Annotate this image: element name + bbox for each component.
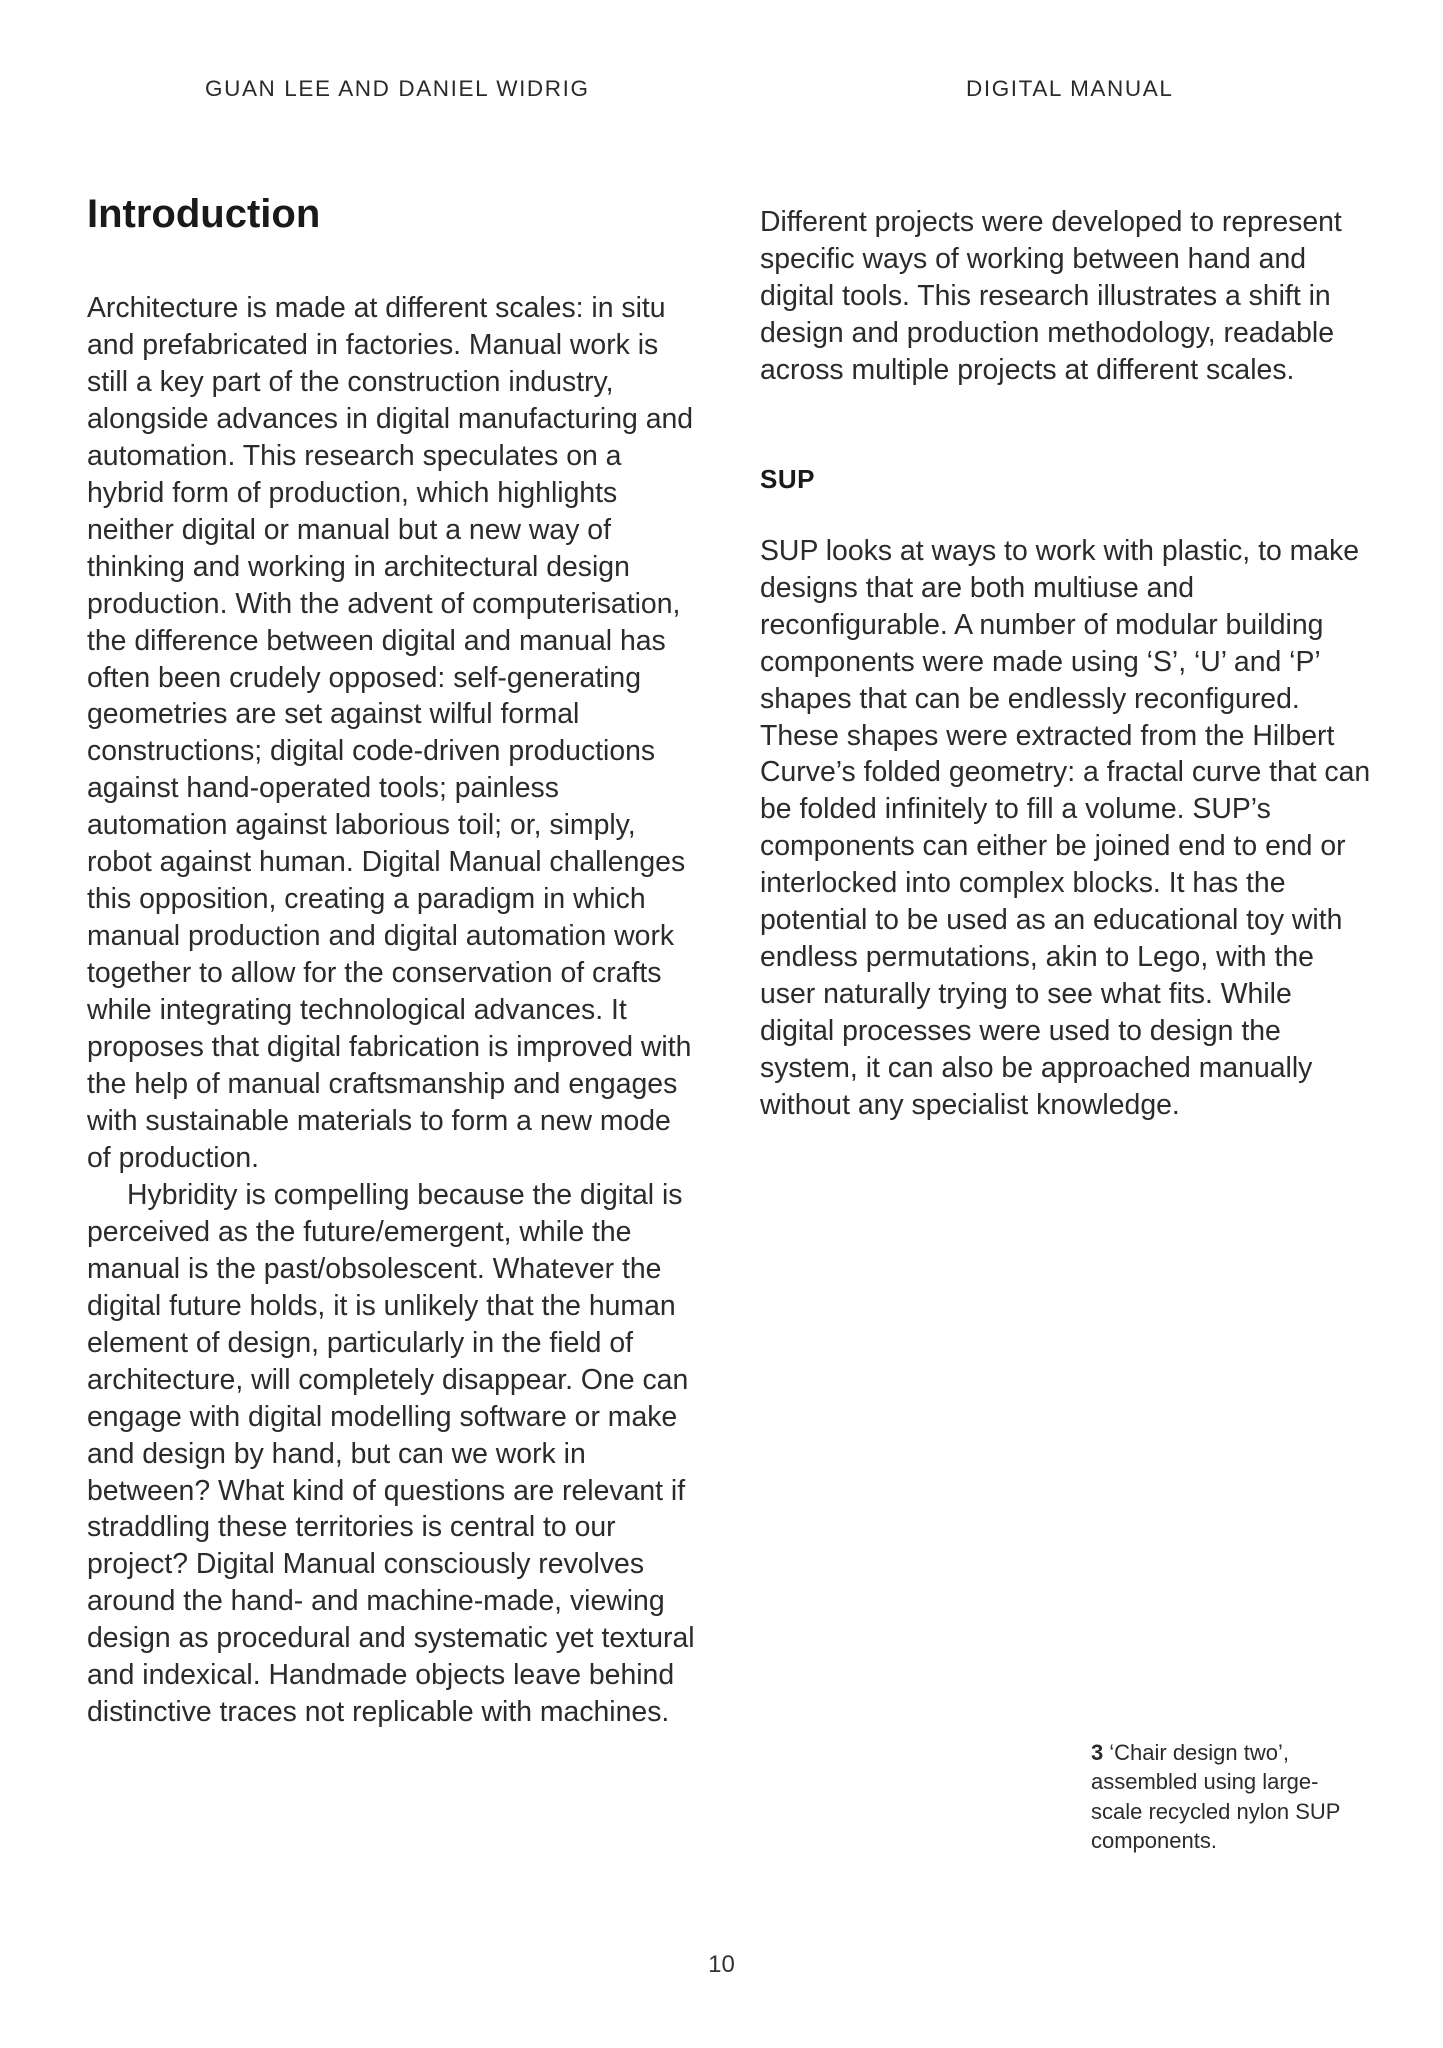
running-head-title: DIGITAL MANUAL — [966, 76, 1174, 101]
figure-caption — [1091, 1738, 1353, 1855]
section-gap — [760, 389, 1372, 461]
left-column — [87, 190, 699, 1731]
section-heading-introduction: Introduction — [87, 192, 321, 236]
right-column — [760, 204, 1372, 1124]
intro-paragraph-1: Architecture is made at different scales: in situ and prefabricated in factories. Manual work is still a key part of the construction industry, alongside advances in digital manufacturing and automation. This research speculates on a hybrid form of production, which highlights neither digital or manual but a new way of thinking and working in architectural design production. With the advent of computerisation, the difference between digital and manual has often been crudely opposed: self-generating geometries are set against wilful formal constructions; digital code-driven productions against hand-operated tools; painless automation against laborious toil; or, simply, robot against human. Digital Manual challenges this opposition, creating a paradigm in which manual production and digital automation work together to allow for the conservation of crafts while integrating technological advances. It proposes that digital fabrication is improved with the help of manual craftsmanship and engages with sustainable materials to form a new mode of production. — [87, 292, 694, 1174]
section-heading-sup: SUP — [760, 463, 815, 494]
figure-number: 3 — [1091, 1740, 1104, 1765]
page-number: 10 — [708, 1951, 735, 1978]
sup-paragraph: SUP looks at ways to work with plastic, to make designs that are both multiuse and reconfigurable. A number of modular building components were made using ‘S’, ‘U’ and ‘P’ shapes that can be endlessly reconfigured. These shapes were extracted from the Hilbert Curve’s folded geometry: a fractal curve that can be folded infinitely to fill a volume. SUP’s components can either be joined end to end or interlocked into complex blocks. It has the potential to be used as an educational toy with endless permutations, akin to Lego, with the user naturally trying to see what fits. While digital processes were used to design the system, it can also be approached manually without any specialist knowledge. — [760, 534, 1371, 1122]
running-head-authors: GUAN LEE AND DANIEL WIDRIG — [205, 76, 590, 101]
intro-paragraph-2: Hybridity is compelling because the digital is perceived as the future/emergent, while the manual is the past/obsolescent. Whatever the digital future holds, it is unlikely that the human element of design, particularly in the field of architecture, will completely disappear. One can engage with digital modelling software or make and design by hand, but can we work in between? What kind of questions are relevant if straddling these territories is central to our project? Digital Manual consciously revolves around the hand- and machine-made, viewing design as procedural and systematic yet textural and indexical. Handmade objects leave behind distinctive traces not replicable with machines. — [87, 1178, 695, 1729]
figure-caption-text: ‘Chair design two’, assembled using large-scale recycled nylon SUP components. — [1091, 1740, 1341, 1853]
projects-paragraph: Different projects were developed to represent specific ways of working between hand and digital tools. This research illustrates a shift in design and production methodology, readable across multiple projects at different scales. — [760, 206, 1342, 386]
